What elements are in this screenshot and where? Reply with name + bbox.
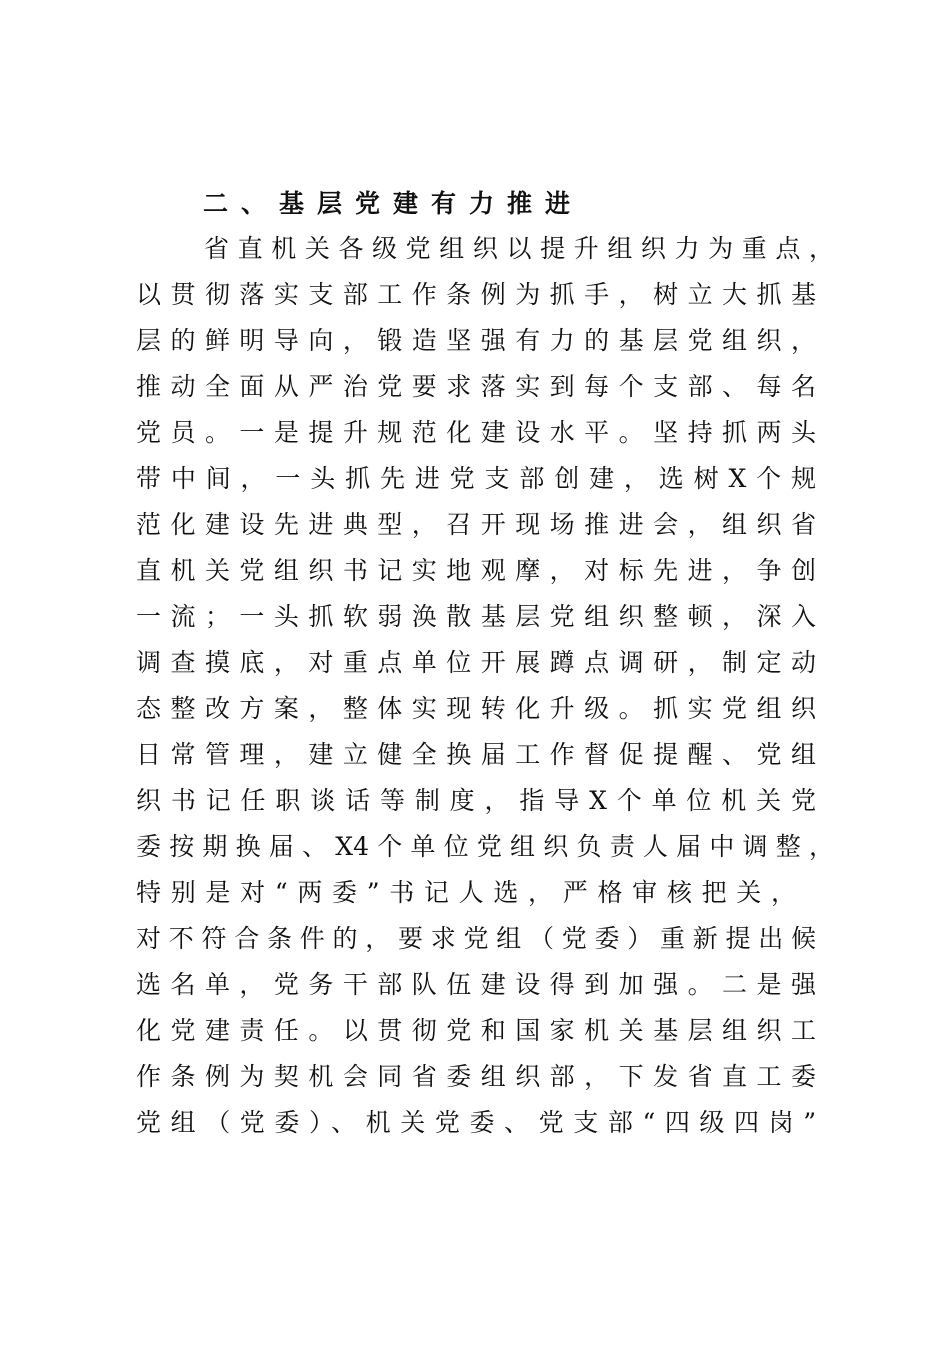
paragraph-line: 以贯彻落实支部工作条例为抓手，树立大抓基 (136, 280, 816, 309)
paragraph-line: 对不符合条件的，要求党组（党委）重新提出候 (136, 924, 816, 953)
paragraph-line: 党组（党委）、机关党委、党支部“四级四岗” (136, 1108, 816, 1137)
paragraph-line: 党员。一是提升规范化建设水平。坚持抓两头 (136, 418, 816, 447)
paragraph-line: 推动全面从严治党要求落实到每个支部、每名 (136, 372, 816, 401)
paragraph-line: 化党建责任。以贯彻党和国家机关基层组织工 (136, 1016, 816, 1045)
paragraph-line: 织书记任职谈话等制度，指导X个单位机关党 (136, 786, 816, 815)
section-heading: 二、基层党建有力推进 (203, 189, 584, 218)
paragraph-line: 态整改方案，整体实现转化升级。抓实党组织 (136, 694, 816, 723)
paragraph-line: 层的鲜明导向，锻造坚强有力的基层党组织， (136, 326, 816, 355)
paragraph-line: 特别是对“两委”书记人选，严格审核把关， (136, 878, 796, 907)
body-paragraph (136, 226, 856, 1146)
paragraph-line: 作条例为契机会同省委组织部，下发省直工委 (136, 1062, 816, 1091)
paragraph-line: 一流；一头抓软弱涣散基层党组织整顿，深入 (136, 602, 816, 631)
paragraph-line: 带中间，一头抓先进党支部创建，选树X个规 (136, 464, 816, 493)
paragraph-line: 调查摸底，对重点单位开展蹲点调研，制定动 (136, 648, 816, 677)
paragraph-line: 省直机关各级党组织以提升组织力为重点， (204, 234, 834, 263)
paragraph-line: 直机关党组织书记实地观摩，对标先进，争创 (136, 556, 816, 585)
paragraph-line: 日常管理，建立健全换届工作督促提醒、党组 (136, 740, 816, 769)
paragraph-line: 范化建设先进典型，召开现场推进会，组织省 (136, 510, 816, 539)
paragraph-line: 选名单，党务干部队伍建设得到加强。二是强 (136, 970, 816, 999)
paragraph-line: 委按期换届、X4个单位党组织负责人届中调整， (136, 832, 834, 861)
